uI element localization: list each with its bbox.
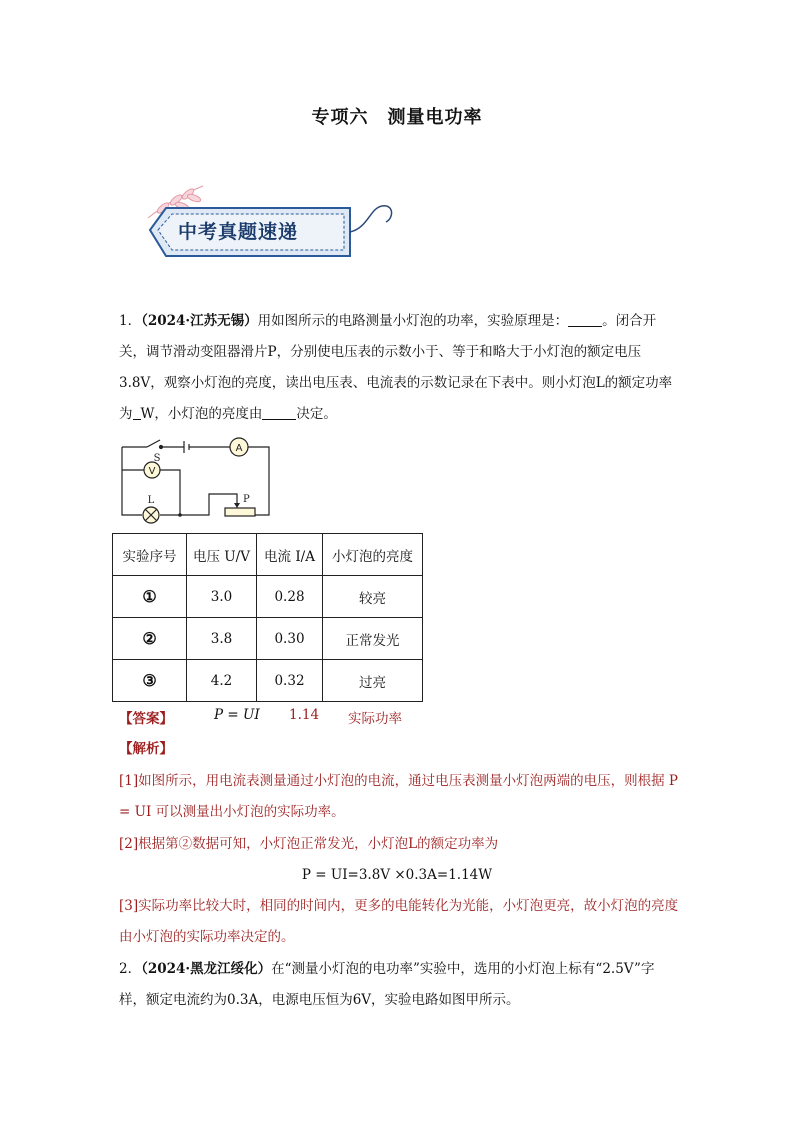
switch-icon: [147, 440, 160, 447]
answer-blank: [133, 406, 141, 420]
question-source: （2024·黑龙江绥化）: [141, 961, 272, 977]
table-header: 电压 U/V: [187, 534, 257, 576]
table-row: [113, 660, 423, 702]
table-cell: 0.30: [257, 618, 323, 660]
table-header: 电流 I/A: [257, 534, 323, 576]
question-text: 。闭合开关，调节滑动变阻器滑片P，分别使电压表的示数小于、等于和略大于小灯泡的额定电压3.8V，观察小灯泡的亮度，读出电压表、电流表的示数记录在下表中。则小灯泡L的额定功率为: [119, 313, 673, 422]
answer-label: 【答案】: [119, 711, 173, 727]
table-cell: 4.2: [187, 660, 257, 702]
banner-label: 中考真题速递: [178, 221, 299, 243]
table-cell: 正常发光: [323, 618, 423, 660]
question-1: [119, 306, 679, 430]
question-number: 1．: [119, 313, 142, 329]
question-2: [119, 954, 679, 1016]
question-text: W，小灯泡的亮度由: [140, 406, 263, 422]
rheostat-icon: [225, 508, 255, 516]
table-cell: ②: [113, 618, 187, 660]
slider-arrow-icon: [234, 503, 240, 508]
question-text: 决定。: [296, 406, 337, 422]
lamp-label: L: [147, 495, 155, 506]
ammeter-label: A: [235, 443, 243, 454]
table-header-row: [113, 534, 423, 576]
table-row: [113, 618, 423, 660]
analysis-formula: P = UI=3.8V ×0.3A=1.14W: [301, 867, 493, 883]
table-cell: 3.8: [187, 618, 257, 660]
table-cell: ①: [113, 576, 187, 618]
table-cell: 过亮: [323, 660, 423, 702]
table-cell: 0.32: [257, 660, 323, 702]
data-table: [112, 533, 423, 702]
swirl-decoration-icon: [350, 206, 392, 232]
circuit-diagram: [112, 432, 282, 527]
question-number: 2．: [119, 961, 142, 977]
table-header: 实验序号: [113, 534, 187, 576]
table-cell: 3.0: [187, 576, 257, 618]
analysis-label: 【解析】: [119, 741, 173, 757]
table-header: 小灯泡的亮度: [323, 534, 423, 576]
table-cell: 0.28: [257, 576, 323, 618]
slider-label: P: [243, 494, 250, 505]
analysis-paragraph-3: [3]实际功率比较大时，相同的时间内，更多的电能转化为光能，小灯泡更亮，故小灯泡的亮度由小灯泡的实际功率决定的。: [119, 898, 679, 945]
question-text: 在“测量小灯泡的电功率”实验中，选用的小灯泡上标有“2.5V”字样，额定电流约为0.3A，电源电压恒为6V，实验电路如图甲所示。: [119, 961, 655, 1008]
analysis-paragraph-1: [1]如图所示，用电流表测量通过小灯泡的电流，通过电压表测量小灯泡两端的电压，则根据 P = UI 可以测量出小灯泡的实际功率。: [119, 773, 678, 820]
answer-3: 实际功率: [348, 711, 402, 727]
table-cell: 较亮: [323, 576, 423, 618]
page-title: 专项六 测量电功率: [311, 107, 483, 128]
table-cell: ③: [113, 660, 187, 702]
table-row: [113, 576, 423, 618]
answer-blank: [262, 406, 296, 420]
answer-blank: [568, 313, 602, 327]
switch-label: S: [153, 453, 161, 464]
analysis-paragraph-2: [2]根据第②数据可知，小灯泡正常发光，小灯泡L的额定功率为: [119, 836, 499, 852]
answer-1: P = UI: [214, 707, 260, 723]
answer-2: 1.14: [289, 707, 320, 723]
question-text: 用如图所示的电路测量小灯泡的功率，实验原理是：: [257, 313, 569, 329]
voltmeter-label: V: [148, 466, 156, 477]
question-source: （2024·江苏无锡）: [141, 313, 258, 329]
